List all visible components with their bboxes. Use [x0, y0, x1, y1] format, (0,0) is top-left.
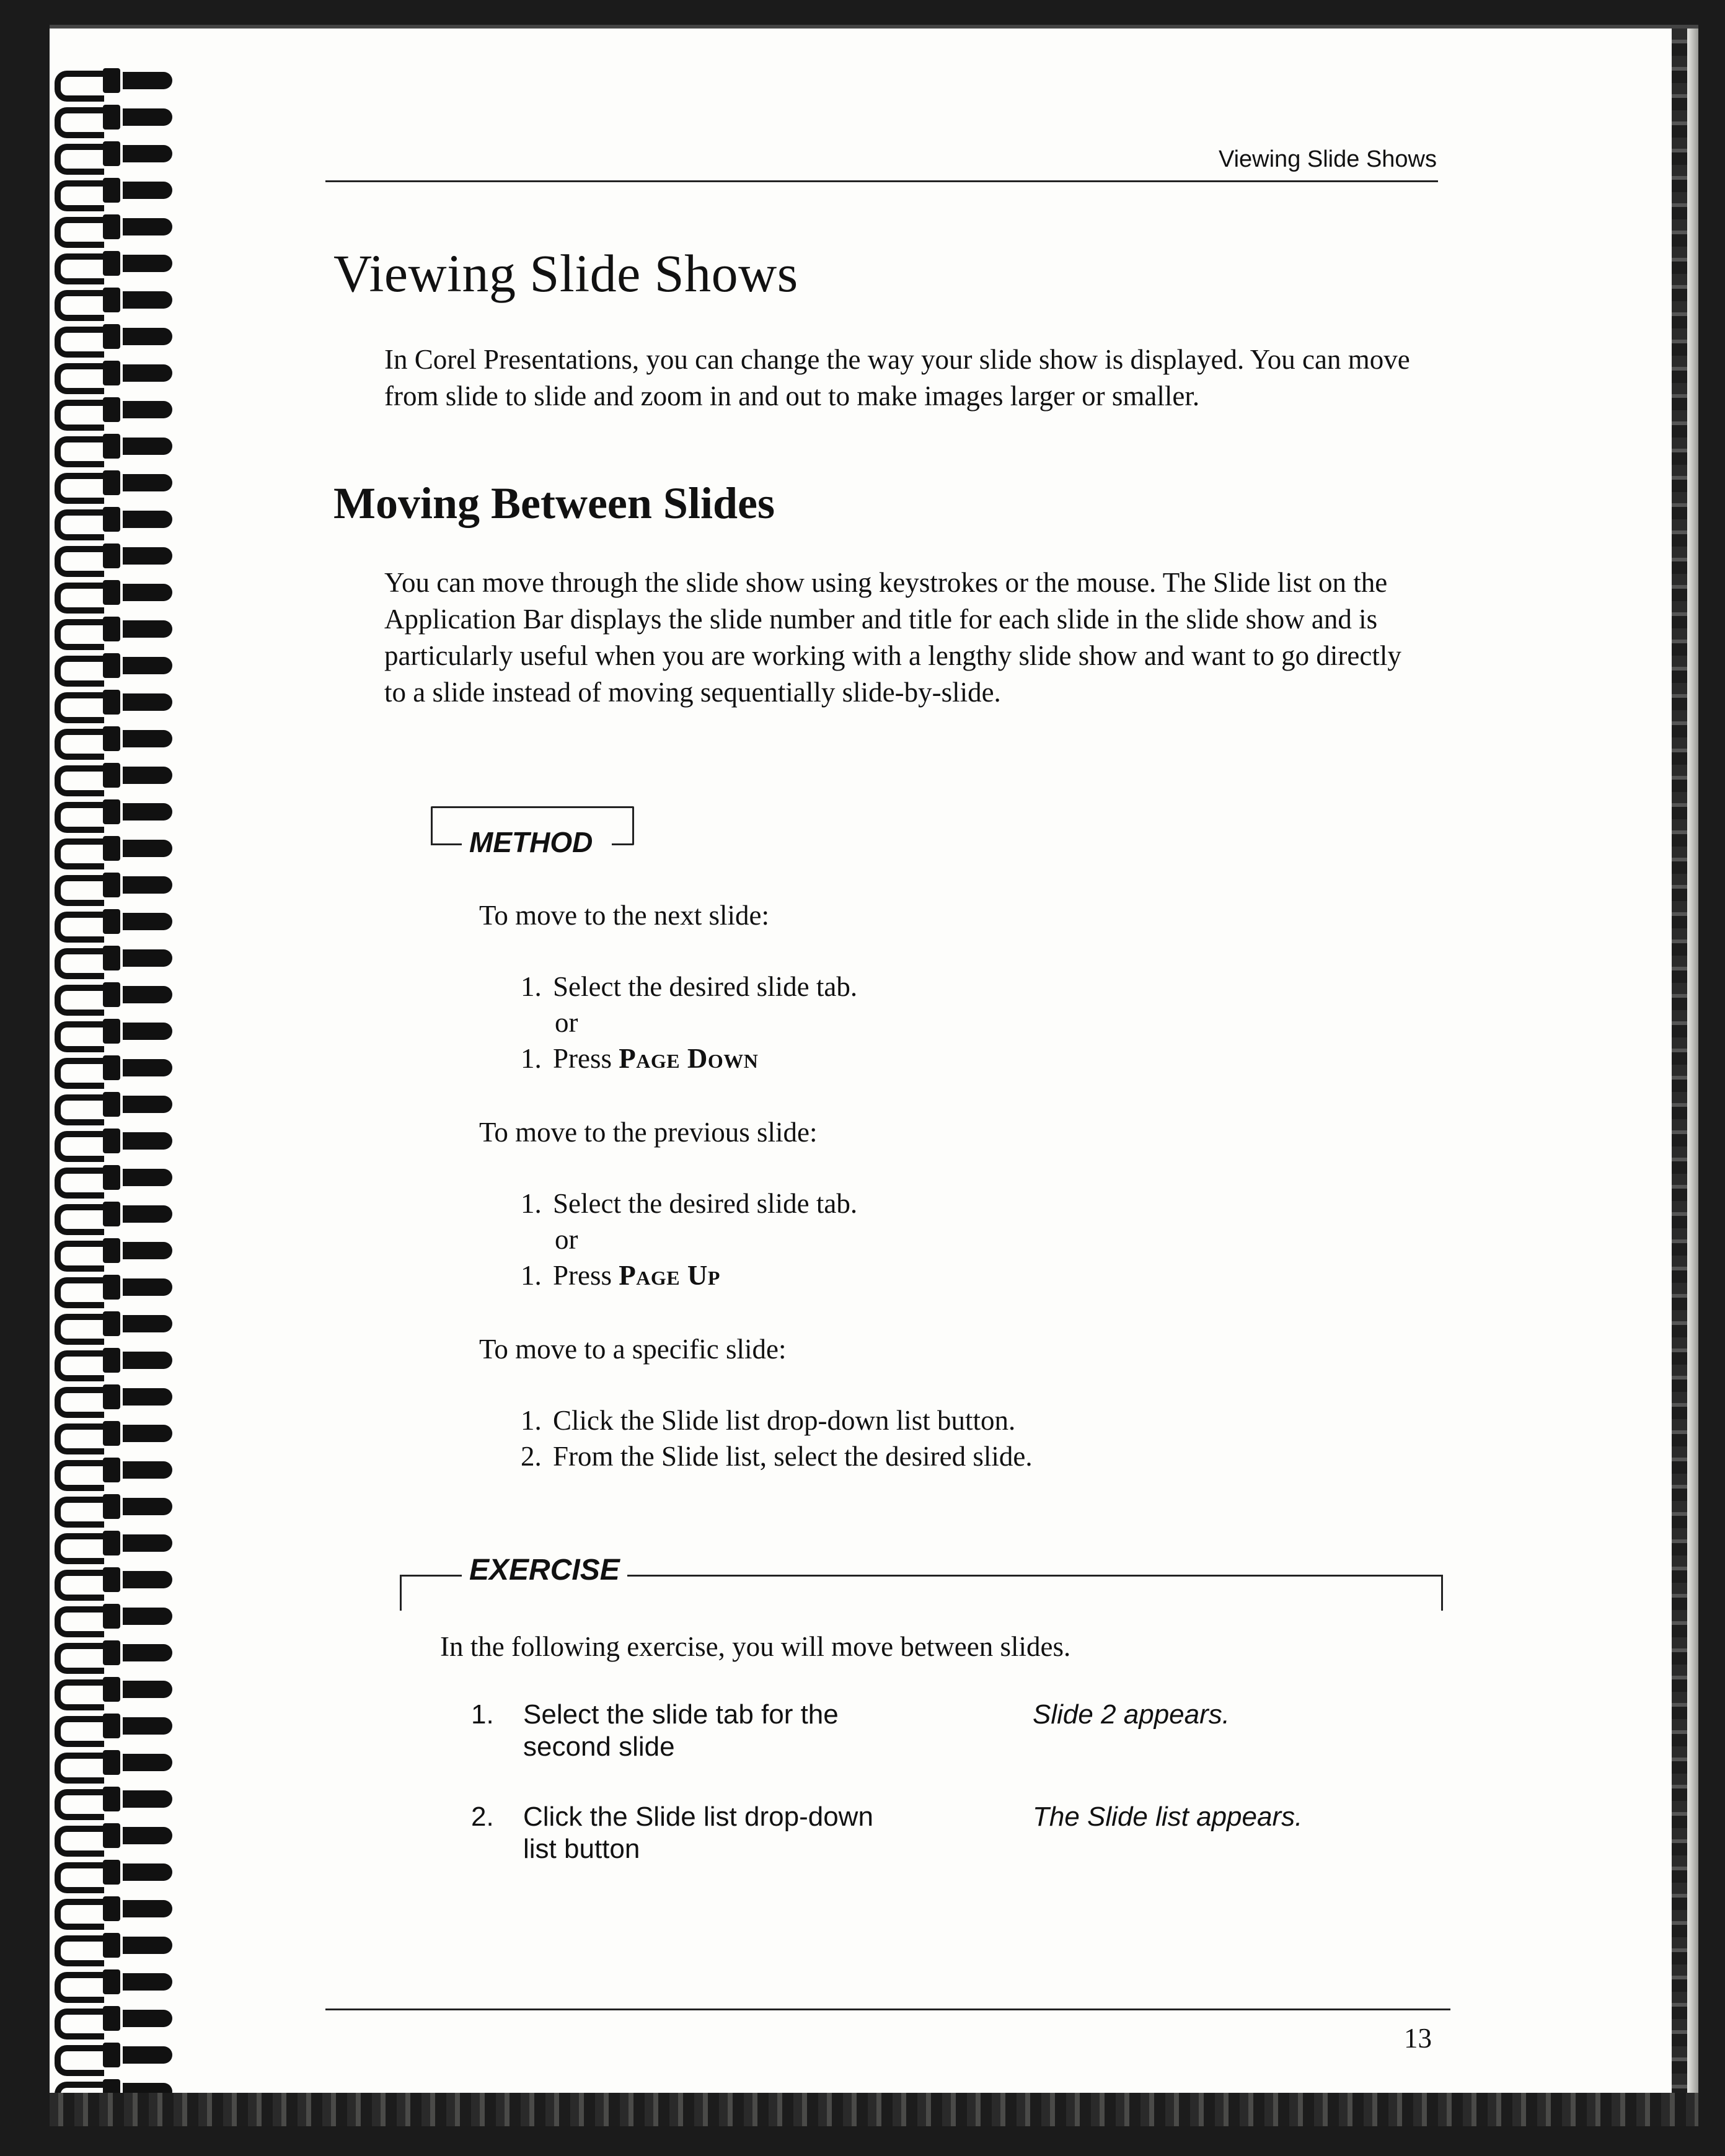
binding-coil — [55, 1345, 172, 1375]
binding-coil — [55, 1089, 172, 1119]
binding-coil — [55, 431, 172, 461]
exercise-intro: In the following exercise, you will move between slides. — [440, 1631, 1071, 1662]
binding-coil — [55, 1126, 172, 1156]
step-number: 1. — [521, 971, 542, 1002]
exercise-frame-tick — [1441, 1575, 1443, 1611]
page-number: 13 — [1404, 2023, 1432, 2054]
binding-coil — [55, 1930, 172, 1960]
binding-coil — [55, 1309, 172, 1339]
binding-coil — [55, 1236, 172, 1265]
binding-coil — [55, 285, 172, 315]
binding-coil — [55, 1967, 172, 1997]
step-text: From the Slide list, select the desired slide. — [553, 1441, 1033, 1472]
binding-coil — [55, 322, 172, 351]
binding-coil — [55, 1419, 172, 1448]
binding-coil — [55, 651, 172, 680]
step-prefix: Press — [553, 1043, 612, 1074]
step-number: 1. — [521, 1188, 542, 1219]
step-number: 1. — [521, 1043, 542, 1074]
binding-coil — [55, 1821, 172, 1850]
key-name: Page Up — [619, 1260, 720, 1291]
running-header: Viewing Slide Shows — [1218, 146, 1437, 172]
binding-coil — [55, 1528, 172, 1558]
binding-coil — [55, 1053, 172, 1083]
step-number: 1. — [521, 1405, 542, 1436]
subsection-title: Moving Between Slides — [333, 478, 775, 528]
binding-coil — [55, 578, 172, 607]
binding-coil — [55, 1199, 172, 1229]
exercise-step-action: Select the slide tab for the second slide — [523, 1699, 839, 1762]
binding-coil — [55, 797, 172, 827]
binding-coil — [55, 870, 172, 900]
exercise-step-action: Click the Slide list drop-down list button — [523, 1802, 873, 1864]
binding-coil — [55, 1857, 172, 1887]
method-specific-intro: To move to a specific slide: — [479, 1334, 787, 1365]
binding-coil — [55, 249, 172, 278]
method-label: METHOD — [462, 825, 600, 859]
method-frame-tick — [612, 843, 632, 845]
binding-coil — [55, 395, 172, 425]
page-edge-shadow — [1687, 29, 1698, 2126]
subsection-intro: You can move through the slide show using keystrokes or the mouse. The Slide list on the Application Bar displays the slide number and title for each slide in the slide show and is particularly useful when you are working with a lengthy slide show and want to go directly to a slide instead of moving sequentially slide-by-slide. — [384, 567, 1401, 708]
binding-coil — [55, 1163, 172, 1192]
step-text: Select the desired slide tab. — [553, 1188, 858, 1219]
exercise-frame-tick — [400, 1575, 402, 1611]
binding-coil — [55, 1565, 172, 1595]
binding-coil — [55, 1748, 172, 1777]
exercise-step-result: Slide 2 appears. — [1033, 1699, 1230, 1730]
spiral-binding — [50, 66, 174, 2129]
document-page — [50, 25, 1698, 2126]
binding-coil — [55, 1272, 172, 1302]
method-next-step — [521, 970, 857, 1003]
key-name: Page Down — [619, 1043, 759, 1074]
method-previous-or: or — [555, 1224, 578, 1255]
binding-coil — [55, 1601, 172, 1631]
exercise-step-number: 2. — [471, 1802, 494, 1832]
binding-coil — [55, 175, 172, 205]
binding-coil — [55, 1894, 172, 1924]
exercise-label: EXERCISE — [462, 1553, 627, 1587]
binding-coil — [55, 66, 172, 95]
method-previous-step — [521, 1259, 720, 1291]
method-specific-step — [521, 1404, 1015, 1437]
binding-coil — [55, 541, 172, 571]
method-next-step — [521, 1042, 758, 1075]
binding-coil — [55, 139, 172, 169]
method-previous-intro: To move to the previous slide: — [479, 1117, 818, 1148]
binding-coil — [55, 1016, 172, 1046]
section-intro: In Corel Presentations, you can change the way your slide show is displayed. You can move from slide to slide and zoom in and out to make images larger or smaller. — [384, 344, 1410, 411]
binding-coil — [55, 1784, 172, 1814]
binding-coil — [55, 980, 172, 1010]
step-text: Select the desired slide tab. — [553, 971, 858, 1002]
binding-coil — [55, 102, 172, 132]
method-next-or: or — [555, 1007, 578, 1038]
method-next-intro: To move to the next slide: — [479, 900, 770, 931]
binding-coil — [55, 760, 172, 790]
binding-coil — [55, 724, 172, 754]
binding-coil — [55, 1492, 172, 1521]
footer-rule — [325, 2009, 1450, 2010]
exercise-step-number: 1. — [471, 1699, 494, 1730]
binding-coil — [55, 614, 172, 644]
binding-coil — [55, 1382, 172, 1412]
binding-coil — [55, 907, 172, 936]
binding-coil — [55, 504, 172, 534]
binding-coil — [55, 834, 172, 863]
binding-coil — [55, 1638, 172, 1668]
binding-coil — [55, 2040, 172, 2070]
method-previous-step — [521, 1187, 857, 1220]
binding-coil — [55, 212, 172, 242]
step-prefix: Press — [553, 1260, 612, 1291]
section-title: Viewing Slide Shows — [333, 244, 798, 303]
step-number: 2. — [521, 1441, 542, 1472]
binding-coil — [55, 2004, 172, 2033]
method-frame-tick — [431, 843, 462, 845]
binding-coil — [55, 687, 172, 717]
binding-coil — [55, 1711, 172, 1741]
background-edge-bottom — [50, 2093, 1698, 2126]
exercise-step-result: The Slide list appears. — [1033, 1802, 1303, 1832]
binding-coil — [55, 1674, 172, 1704]
binding-coil — [55, 358, 172, 388]
binding-coil — [55, 468, 172, 498]
step-text: Click the Slide list drop-down list button. — [553, 1405, 1016, 1436]
binding-coil — [55, 943, 172, 973]
step-number: 1. — [521, 1260, 542, 1291]
header-rule — [325, 180, 1438, 182]
method-specific-step — [521, 1440, 1033, 1472]
binding-coil — [55, 1455, 172, 1485]
